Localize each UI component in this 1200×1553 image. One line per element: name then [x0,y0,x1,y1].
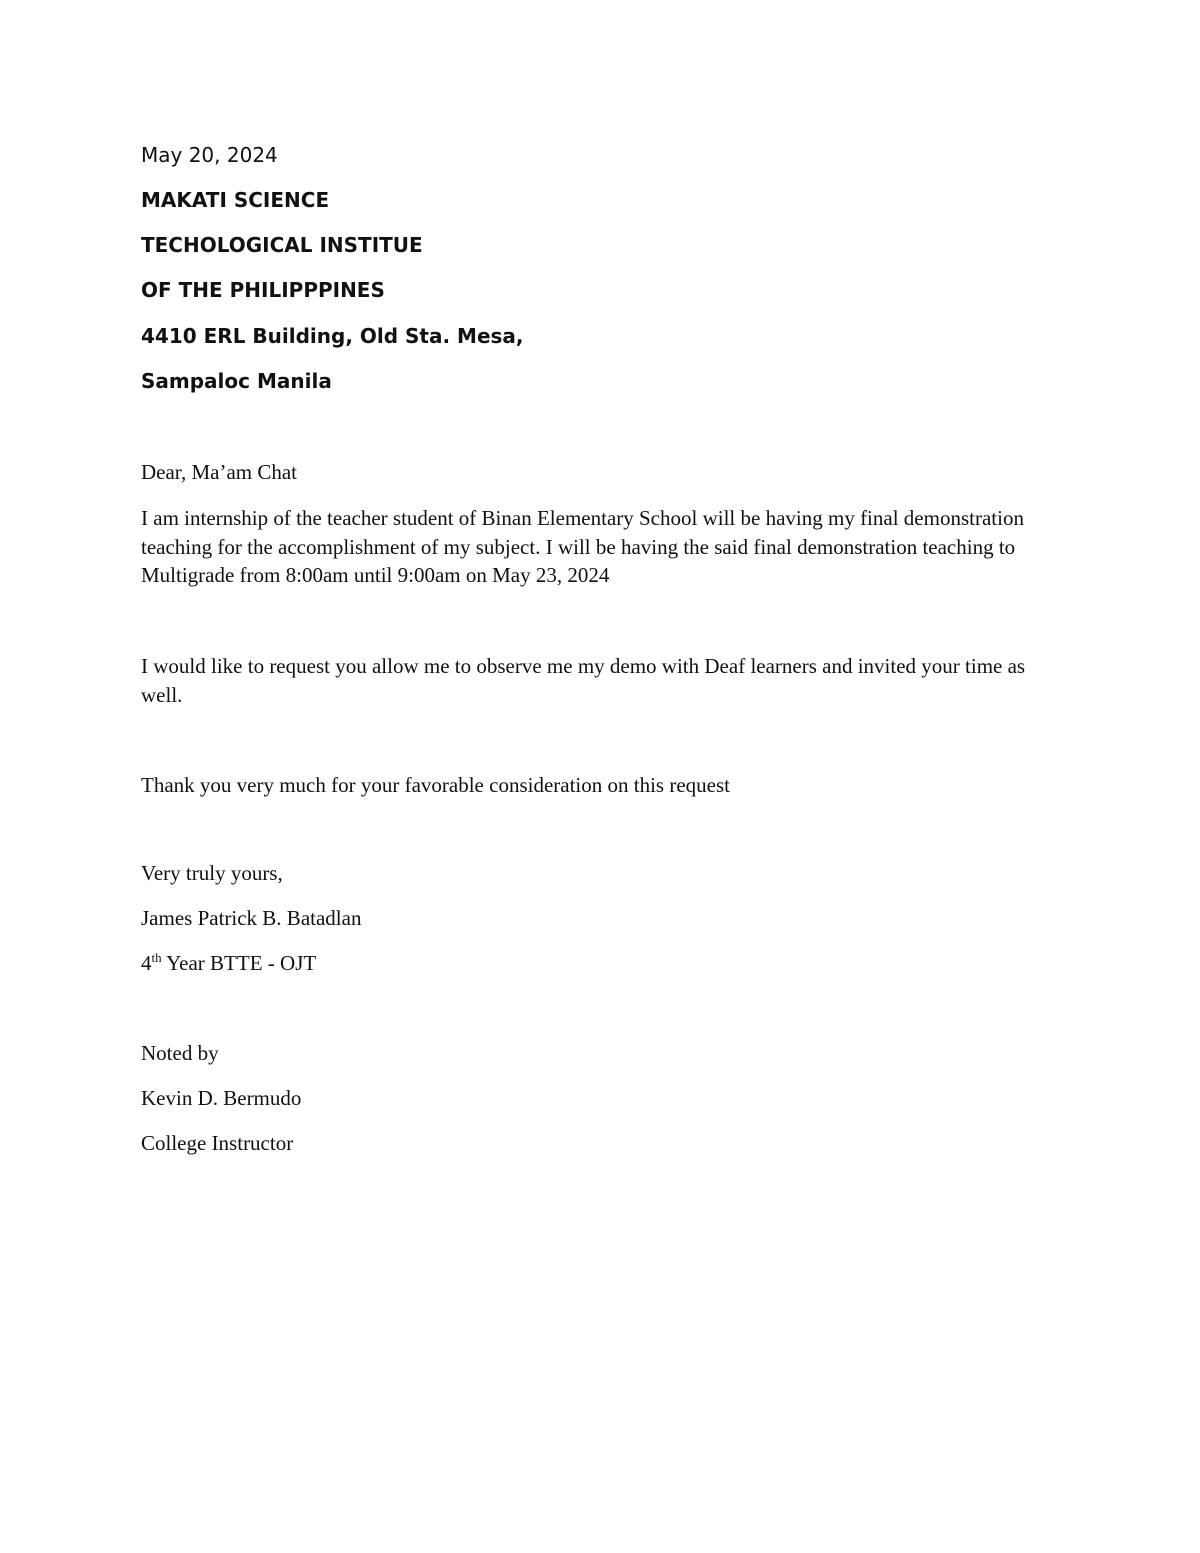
recipient-address-line-2: Sampaloc Manila [141,369,332,393]
sender-year-suffix: th [151,950,162,965]
sender-name: James Patrick B. Batadlan [141,906,362,930]
sender-title [141,951,316,976]
noter-name: Kevin D. Bermudo [141,1086,302,1110]
sender-year-number: 4 [141,951,152,975]
letter-date: May 20, 2024 [141,143,278,167]
closing: Very truly yours, [141,861,283,885]
recipient-line-2: TECHOLOGICAL INSTITUE [141,233,423,257]
recipient-line-3: OF THE PHILIPPPINES [141,278,385,302]
sender-title-rest: Year BTTE - OJT [161,951,317,975]
salutation: Dear, Ma’am Chat [141,460,298,484]
noter-title: College Instructor [141,1131,294,1155]
noted-by-label: Noted by [141,1041,219,1065]
recipient-address-line-1: 4410 ERL Building, Old Sta. Mesa, [141,324,524,348]
recipient-line-1: MAKATI SCIENCE [141,188,330,212]
body-paragraph-3: Thank you very much for your favorable consideration on this request [141,773,730,797]
body-paragraph-2: I would like to request you allow me to observe me my demo with Deaf learners and invited your time as well. [141,654,1026,707]
body-paragraph-1: I am internship of the teacher student of Binan Elementary School will be having my final demonstration teaching for the accomplishment of my subject. I will be having the said final demonstration teaching to Multigrade from 8:00am until 9:00am on May 23, 2024 [141,506,1024,587]
